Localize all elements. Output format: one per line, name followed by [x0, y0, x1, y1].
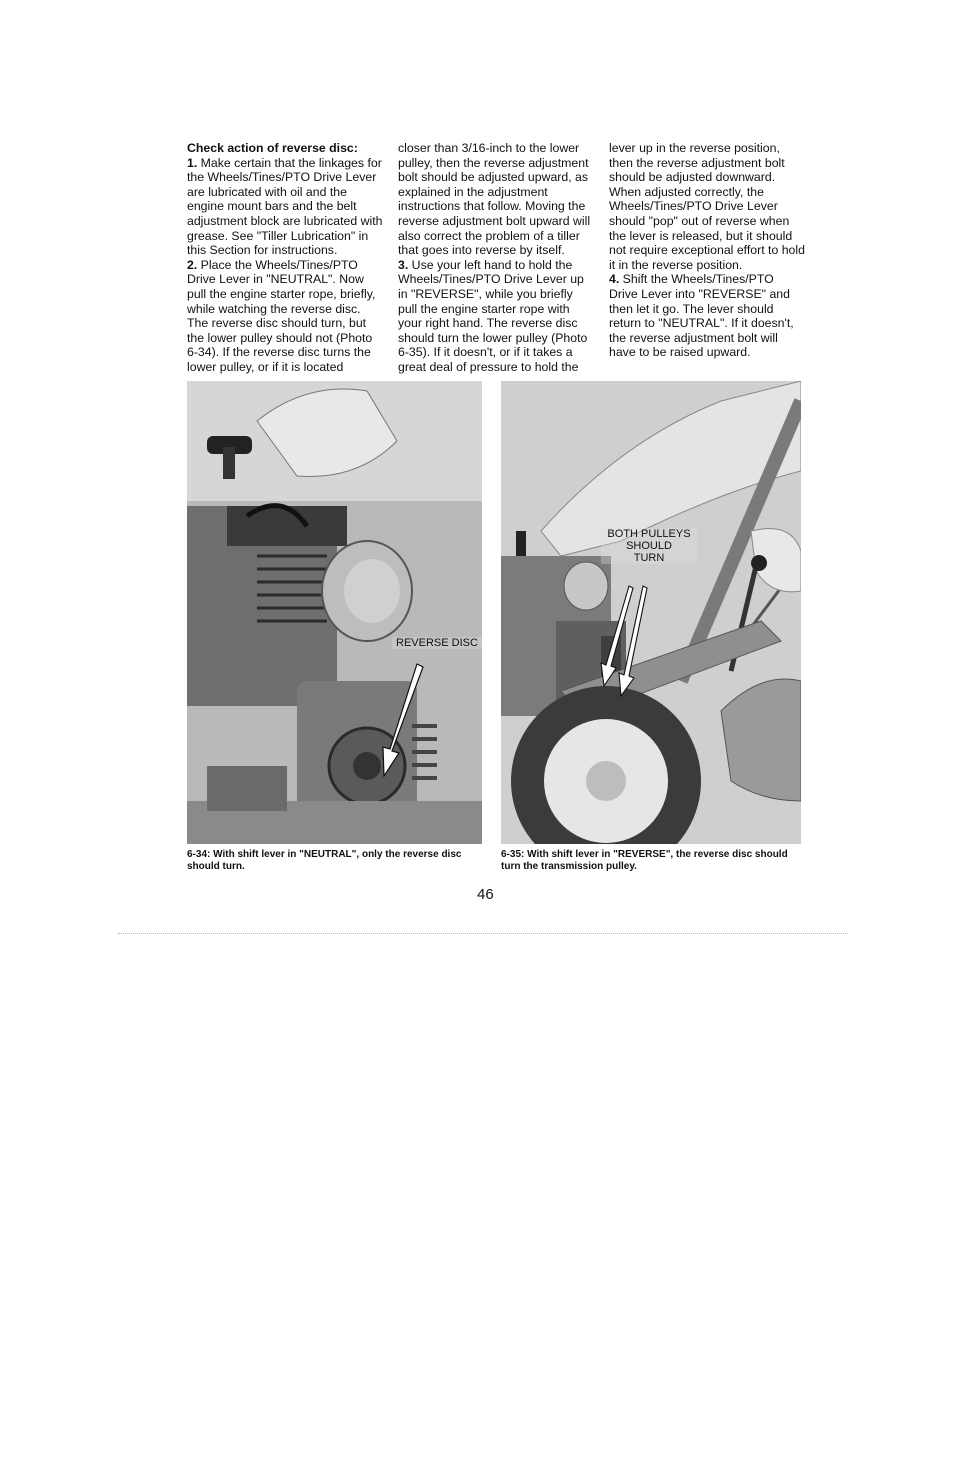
callout-line-1: BOTH PULLEYS: [607, 528, 691, 540]
step-3-text: Use your left hand to hold the Wheels/Tines/PTO Drive Lever up in "REVERSE", while you briefly pull the engine starter rope with your right hand. The reverse disc should turn the lower pulley (Photo 6-35). If it doesn't, or if it takes a great deal of pressure to hold the: [398, 257, 588, 374]
page-divider: [118, 933, 848, 934]
callout-line-3: TURN: [633, 552, 665, 564]
text-column-2: [398, 141, 594, 375]
text-column-3: [609, 141, 805, 360]
step-1-text: Make certain that the linkages for the Wheels/Tines/PTO Drive Lever are lubricated with oil and the engine mount bars and the belt adjustment block are lubricated with grease. See "Tiller Lubrication" in this Section for instructions.: [187, 155, 383, 258]
section-heading: Check action of reverse disc:: [187, 141, 358, 155]
caption-photo-6-34: 6-34: With shift lever in "NEUTRAL", only the reverse disc should turn.: [187, 849, 462, 872]
photo-reverse-disc-neutral: [187, 381, 482, 844]
text-column-1: [187, 141, 383, 375]
callout-line-2: SHOULD: [626, 540, 672, 552]
photo-both-pulleys-reverse: [501, 381, 801, 844]
callout-both-pulleys: [601, 528, 697, 564]
step-2-number: 2.: [187, 257, 198, 272]
step-1: [187, 156, 383, 258]
tiller-engine-photo: [187, 381, 482, 844]
step-4: [609, 272, 805, 360]
step-2-text: Place the Wheels/Tines/PTO Drive Lever in "NEUTRAL". Now pull the engine starter rope, briefly, while watching the reverse disc. The reverse disc should turn, but the lower pulley should not (Photo 6-34). If the reverse disc turns the lower pulley, or if it is located: [187, 257, 376, 374]
step-1-number: 1.: [187, 155, 198, 170]
caption-photo-6-35: 6-35: With shift lever in "REVERSE", the reverse disc should turn the transmission pulley.: [501, 849, 788, 872]
step-3-continued: lever up in the reverse position, then the reverse adjustment bolt should be adjusted downward. When adjusted correctly, the Wheels/Tines/PTO Drive Lever should "pop" out of reverse when the lever is released, but it should not require exceptional effort to hold it in the reverse position.: [609, 141, 805, 272]
callout-reverse-disc: REVERSE DISC: [392, 637, 482, 649]
step-3-number: 3.: [398, 257, 409, 272]
page-number: 46: [477, 886, 494, 903]
step-2-continued: closer than 3/16-inch to the lower pulley, then the reverse adjustment bolt should be adjusted upward, as explained in the adjustment instructions that follow. Moving the reverse adjustment bolt upward will also correct the problem of a tiller that goes into reverse by itself.: [398, 141, 591, 258]
step-4-text: Shift the Wheels/Tines/PTO Drive Lever into "REVERSE" and then let it go. The lever should return to "NEUTRAL". If it doesn't, the reverse adjustment bolt will have to be raised upward.: [609, 272, 794, 360]
step-2: [187, 258, 383, 375]
step-3: [398, 258, 594, 375]
step-4-number: 4.: [609, 272, 620, 287]
tiller-side-photo: [501, 381, 801, 844]
